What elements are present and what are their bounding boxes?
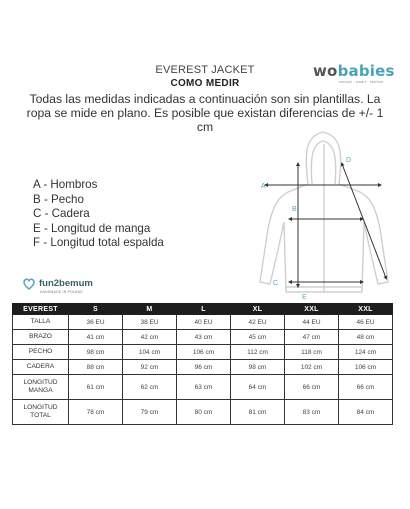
table-cell: 88 cm <box>69 360 123 375</box>
table-row <box>13 375 393 400</box>
table-cell: 106 cm <box>339 360 393 375</box>
line-d-sleeve <box>342 164 386 278</box>
header-cell-model: EVEREST <box>13 304 69 315</box>
table-cell: 46 EU <box>339 315 393 330</box>
table-cell: 41 cm <box>69 330 123 345</box>
header-cell-size: XXL <box>285 304 339 315</box>
table-cell: 96 cm <box>177 360 231 375</box>
measurement-legend <box>33 178 164 251</box>
diagram-letter-labels <box>261 157 351 301</box>
row-label: LONGITUD TOTAL <box>13 400 69 425</box>
table-cell: 118 cm <box>285 345 339 360</box>
table-cell: 61 cm <box>69 375 123 400</box>
table-cell: 45 cm <box>231 330 285 345</box>
table-cell: 81 cm <box>231 400 285 425</box>
table-cell: 63 cm <box>177 375 231 400</box>
table-cell: 106 cm <box>177 345 231 360</box>
table-row <box>13 330 393 345</box>
header-cell-size: XXL <box>339 304 393 315</box>
size-chart-table <box>12 303 393 425</box>
table-cell: 102 cm <box>285 360 339 375</box>
jacket-outline <box>260 132 388 292</box>
table-cell: 83 cm <box>285 400 339 425</box>
header-cell-size: XL <box>231 304 285 315</box>
wobabies-logo <box>313 62 393 86</box>
row-label: CADERA <box>13 360 69 375</box>
table-cell: 84 cm <box>339 400 393 425</box>
fun2bemum-tagline: HANDMADE IN POLAND <box>40 290 83 294</box>
diagram-label-d: D <box>346 157 352 164</box>
table-row <box>13 360 393 375</box>
table-cell: 79 cm <box>123 400 177 425</box>
legend-item-b: B - Pecho <box>33 192 84 206</box>
table-cell: 104 cm <box>123 345 177 360</box>
diagram-label-b: B <box>292 206 297 213</box>
table-cell: 80 cm <box>177 400 231 425</box>
row-label: PECHO <box>13 345 69 360</box>
diagram-label-a: A <box>261 183 266 190</box>
table-cell: 47 cm <box>285 330 339 345</box>
wobabies-logo-part1: wo <box>313 62 338 80</box>
table-cell: 38 EU <box>123 315 177 330</box>
table-cell: 62 cm <box>123 375 177 400</box>
legend-item-e: E - Longitud de manga <box>33 221 151 235</box>
table-row <box>13 315 393 330</box>
legend-item-a: A - Hombros <box>33 178 98 191</box>
table-cell: 112 cm <box>231 345 285 360</box>
product-title: EVEREST JACKET <box>155 64 255 76</box>
table-cell: 98 cm <box>69 345 123 360</box>
header-cell-size: L <box>177 304 231 315</box>
diagram-label-e: E <box>302 294 307 301</box>
table-cell: 124 cm <box>339 345 393 360</box>
diagram-label-c: C <box>273 280 279 287</box>
table-cell: 66 cm <box>339 375 393 400</box>
row-label: BRAZO <box>13 330 69 345</box>
table-cell: 42 EU <box>231 315 285 330</box>
table-cell: 48 cm <box>339 330 393 345</box>
table-cell: 66 cm <box>285 375 339 400</box>
legend-item-c: C - Cadera <box>33 207 90 221</box>
header-cell-size: S <box>69 304 123 315</box>
table-cell: 98 cm <box>231 360 285 375</box>
table-row <box>13 345 393 360</box>
measurement-intro-text: Todas las medidas indicadas a continuación son sin plantillas. La ropa se mide en plano. Es posible que existan diferencias de +/- 1 cm <box>26 92 384 134</box>
row-label: LONGITUD MANGA <box>13 375 69 400</box>
fun2bemum-name: fun2bemum <box>39 278 93 289</box>
table-header-row <box>13 304 393 315</box>
table-cell: 36 EU <box>69 315 123 330</box>
table-cell: 40 EU <box>177 315 231 330</box>
heart-icon <box>22 277 36 291</box>
how-to-measure-subtitle: COMO MEDIR <box>170 78 240 89</box>
table-cell: 44 EU <box>285 315 339 330</box>
jacket-measurement-diagram <box>246 122 396 302</box>
row-label: TALLA <box>13 315 69 330</box>
fun2bemum-logo <box>22 276 112 300</box>
header-cell-size: M <box>123 304 177 315</box>
table-row <box>13 400 393 425</box>
table-cell: 92 cm <box>123 360 177 375</box>
table-cell: 64 cm <box>231 375 285 400</box>
table-cell: 78 cm <box>69 400 123 425</box>
legend-item-f: F - Longitud total espalda <box>33 236 164 250</box>
wobabies-logo-part2: babies <box>337 62 395 80</box>
wobabies-tagline: natural · smart · fashion <box>339 80 384 84</box>
table-cell: 43 cm <box>177 330 231 345</box>
table-cell: 42 cm <box>123 330 177 345</box>
